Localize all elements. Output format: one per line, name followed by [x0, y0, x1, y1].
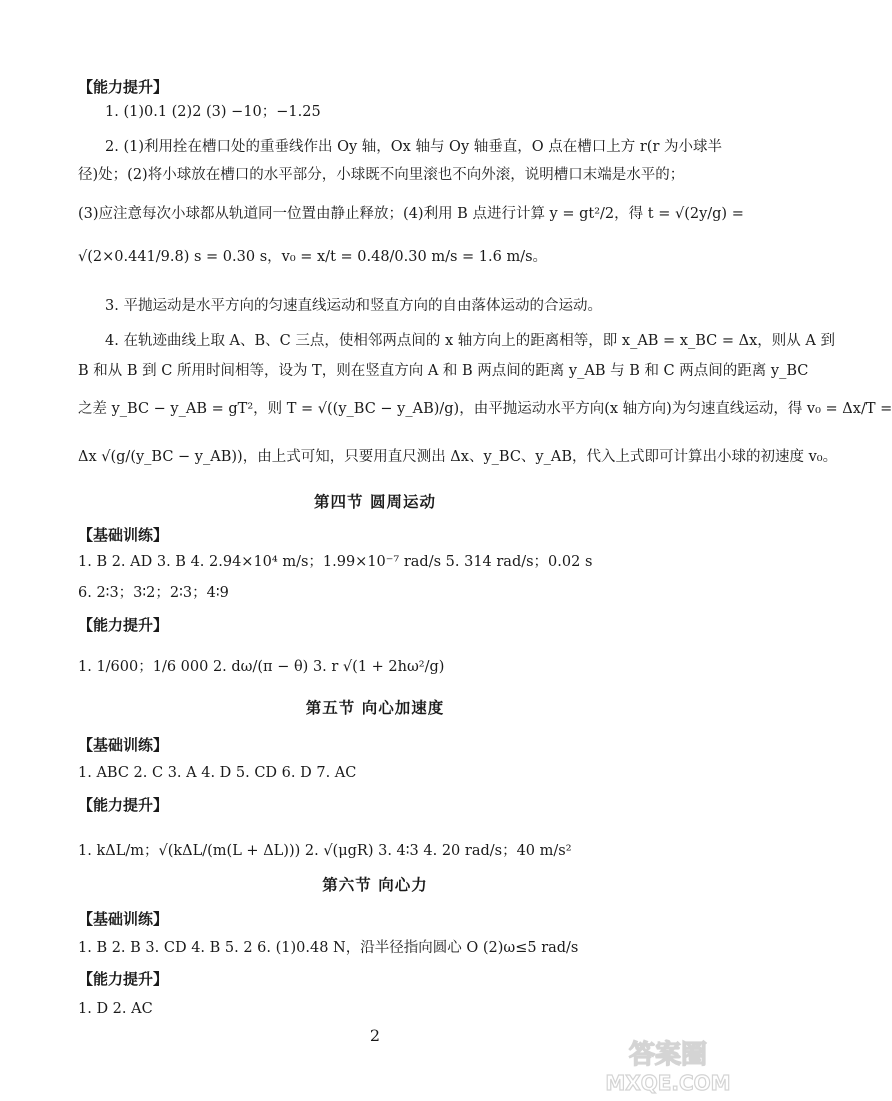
answer-line: 1. ABC 2. C 3. A 4. D 5. CD 6. D 7. AC: [78, 765, 357, 781]
answer-line: (3)应注意每次小球都从轨道同一位置由静止释放；(4)利用 B 点进行计算 y = gt²/2，得 t = √(2y/g) =: [78, 206, 744, 222]
section-title: 第六节 向心力: [322, 876, 428, 894]
answer-line: B 和从 B 到 C 所用时间相等，设为 T，则在竖直方向 A 和 B 两点间的距离 y_AB 与 B 和 C 两点间的距离 y_BC: [78, 363, 809, 379]
answer-line: 1. D 2. AC: [78, 1001, 153, 1017]
answer-line: 1. B 2. AD 3. B 4. 2.94×10⁴ m/s；1.99×10⁻⁷ rad/s 5. 314 rad/s；0.02 s: [78, 554, 593, 570]
answer-line: √(2×0.441/9.8) s = 0.30 s，v₀ = x/t = 0.48/0.30 m/s = 1.6 m/s。: [78, 249, 548, 265]
watermark-line1: 答案圈: [628, 1040, 708, 1070]
answer-line: 4. 在轨迹曲线上取 A、B、C 三点，使相邻两点间的 x 轴方向上的距离相等，即 x_AB = x_BC = Δx，则从 A 到: [105, 333, 835, 349]
heading-ability: 【能力提升】: [78, 78, 169, 96]
answer-line: 6. 2∶3；3∶2；2∶3；4∶9: [78, 585, 229, 601]
section-title: 第四节 圆周运动: [314, 493, 436, 511]
heading-ability: 【能力提升】: [78, 616, 169, 634]
heading-ability: 【能力提升】: [78, 796, 169, 814]
heading-basic: 【基础训练】: [78, 736, 169, 754]
answer-line: 1. (1)0.1 (2)2 (3) −10；−1.25: [105, 104, 321, 120]
answer-line: 之差 y_BC − y_AB = gT²，则 T = √((y_BC − y_AB)/g)，由平抛运动水平方向(x 轴方向)为匀速直线运动，得 v₀ = Δx/T =: [78, 401, 892, 417]
heading-ability: 【能力提升】: [78, 970, 169, 988]
page-number: 2: [369, 1026, 381, 1045]
answer-line: 径)处；(2)将小球放在槽口的水平部分，小球既不向里滚也不向外滚，说明槽口末端是水平的；: [78, 167, 685, 183]
answer-line: 2. (1)利用拴在槽口处的重垂线作出 Oy 轴，Ox 轴与 Oy 轴垂直，O 点在槽口上方 r(r 为小球半: [105, 139, 722, 155]
heading-basic: 【基础训练】: [78, 526, 169, 544]
answer-line: 1. kΔL/m；√(kΔL/(m(L + ΔL))) 2. √(μgR) 3. 4∶3 4. 20 rad/s；40 m/s²: [78, 843, 572, 859]
answer-line: 1. B 2. B 3. CD 4. B 5. 2 6. (1)0.48 N，沿半径指向圆心 O (2)ω≤5 rad/s: [78, 940, 579, 956]
answer-line: 3. 平抛运动是水平方向的匀速直线运动和竖直方向的自由落体运动的合运动。: [105, 298, 602, 314]
watermark-line2: MXQE.COM: [605, 1071, 731, 1095]
answer-line: 1. 1/600；1/6 000 2. dω/(π − θ) 3. r √(1 + 2hω²/g): [78, 659, 445, 675]
section-title: 第五节 向心加速度: [305, 699, 445, 717]
watermark-logo: [594, 1035, 744, 1097]
answer-line: Δx √(g/(y_BC − y_AB))，由上式可知，只要用直尺测出 Δx、y_BC、y_AB，代入上式即可计算出小球的初速度 v₀。: [78, 449, 838, 465]
heading-basic: 【基础训练】: [78, 910, 169, 928]
